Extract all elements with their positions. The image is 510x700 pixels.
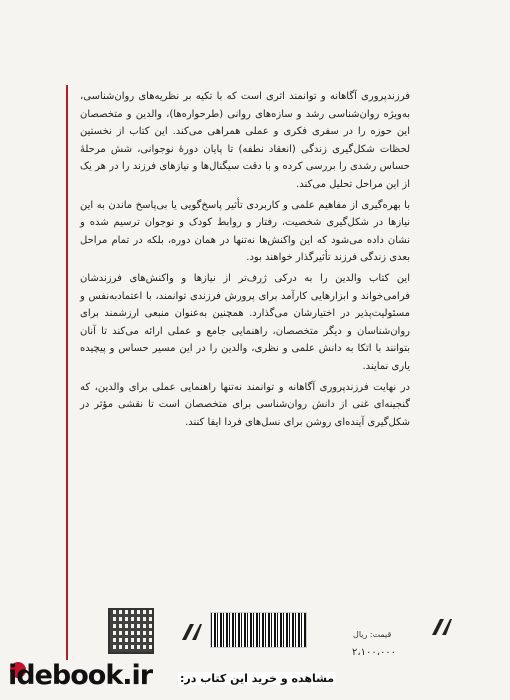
paragraph-4: در نهایت فرزندپروری آگاهانه و توانمند نه‌تنها راهنمایی عملی برای والدین، که گنجینه‌ای غنی از دانش روان‌شناسی برای متخصصان است تا نقشی مؤثر در شکل‌گیری آینده‌ای روشن برای نسل‌های فردا ایفا کنند.: [80, 381, 410, 428]
price-label: قیمت: ریال: [353, 630, 392, 639]
publisher-logo-icon: [180, 620, 204, 644]
paragraph-3: این کتاب والدین را به درکی ژرف‌تر از نیازها و واکنش‌های فرزندشان فرامی‌خواند و ابزارهایی کارآمد برای پرورش فرزندی توانمند، با اعتمادبه‌نفس و مسئولیت‌پذیر در اختیارشان می‌گذارد. همچنین به‌عنوان منبعی ارزشمند برای روان‌شناسان و دیگر متخصصان، راهنمایی جامع و عملی ارائه می‌کند تا آنان بتوانند با اتکا به دانش علمی و نظری، والدین را در این مسیر حساس و پیچیده یاری نمایند.: [80, 272, 410, 372]
body-text: [80, 88, 410, 434]
watermark-brand[interactable]: [8, 660, 152, 691]
paragraph-2: با بهره‌گیری از مفاهیم علمی و کاربردی تأثیر پاسخ‌گویی یا بی‌پاسخ ماندن به این نیازها در شکل‌گیری شخصیت، رفتار و روابط کودک و نوجوان ترسیم شده و نشان داده می‌شود که این واکنش‌ها نه‌تنها در همان دوره، بلکه در تمام مراحل بعدی زندگی فرزند تأثیرگذار خواهند بود.: [80, 199, 410, 264]
watermark-brand-text: idebook.ir: [8, 660, 153, 691]
accent-line: [66, 85, 68, 660]
price-value: ۲،۱۰۰،۰۰۰: [352, 647, 397, 658]
qr-code-icon: [108, 608, 154, 654]
publisher-logo-secondary-icon: [430, 615, 454, 639]
watermark-text[interactable]: مشاهده و خرید این کتاب در:: [180, 672, 335, 685]
barcode-icon: [210, 612, 307, 648]
paragraph-1: فرزندپروری آگاهانه و توانمند اثری است که با تکیه بر نظریه‌های روان‌شناسی، به‌ویژه روان‌شناسی رشد و سازه‌های روانی (طرحواره‌ها)، والدین و متخصصان این حوزه را در سفری فکری و عملی همراهی می‌کند. این کتاب از نخستین لحظات شکل‌گیری زندگی (انعقاد نطفه) تا پایان دورهٔ نوجوانی، شش مرحلهٔ حساس رشدی را بررسی کرده و با دقت سیگنال‌ها و نیازهای فرزند را در هر یک از این مراحل تحلیل می‌کند.: [80, 91, 410, 190]
